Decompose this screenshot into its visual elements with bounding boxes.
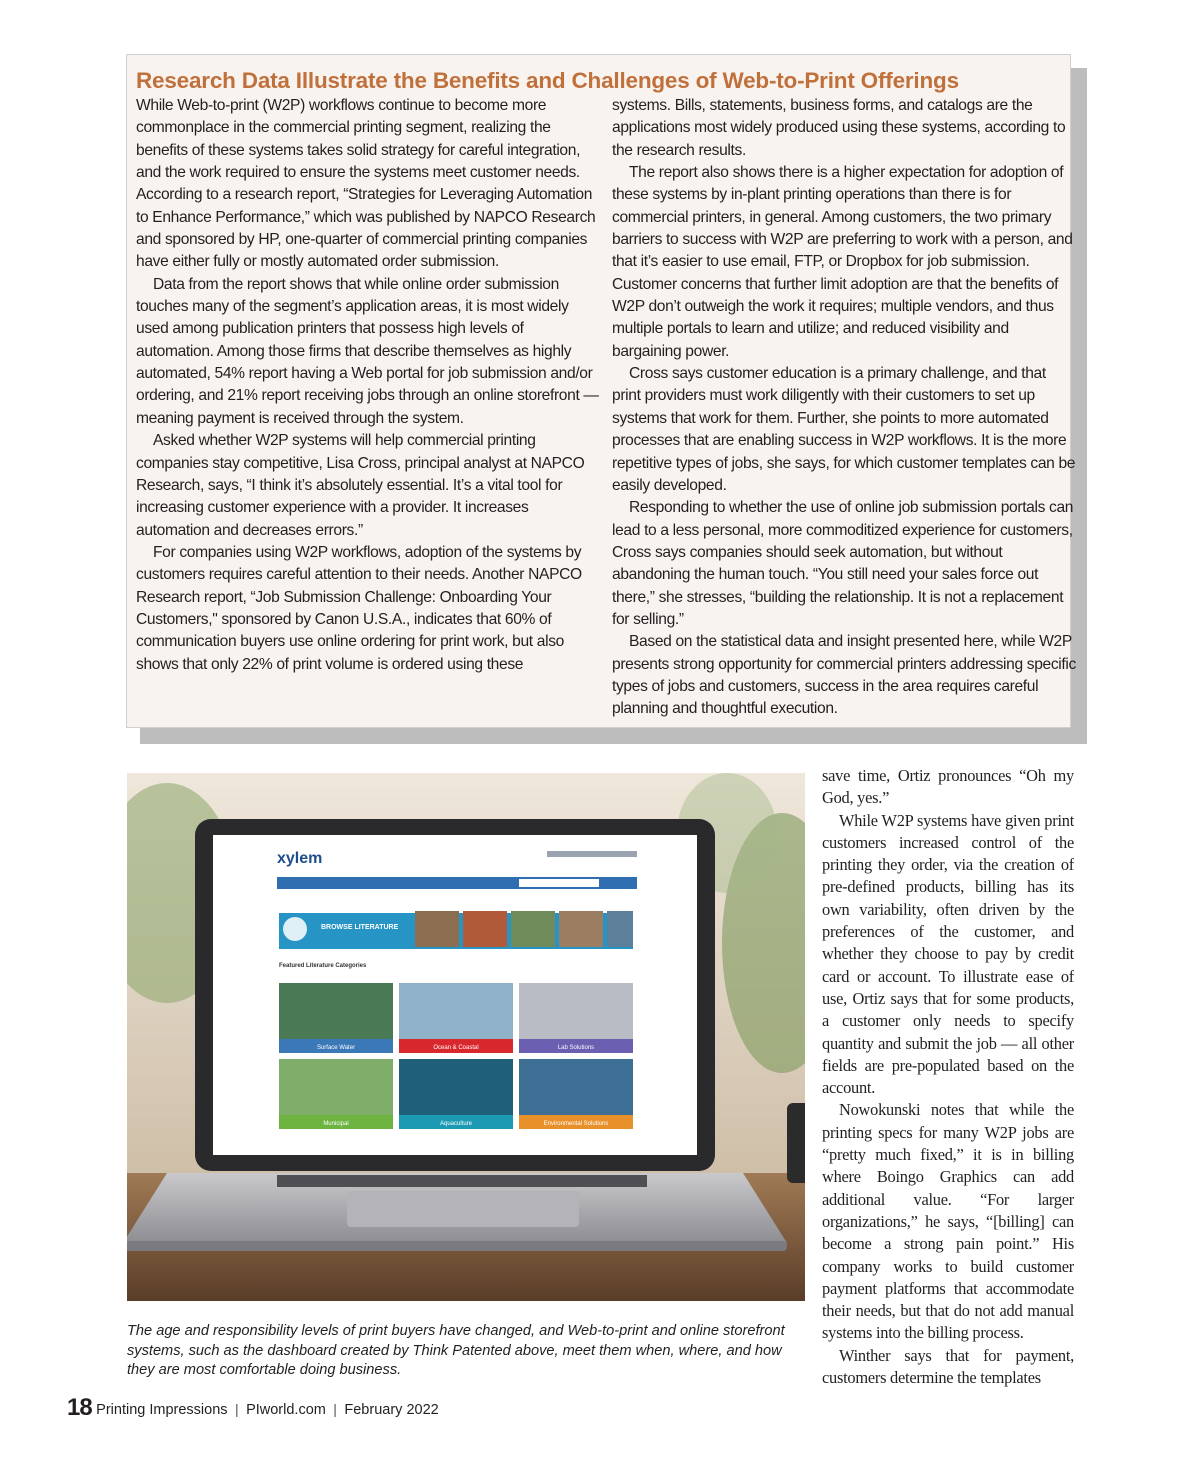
website-link[interactable]: PIworld.com (246, 1402, 326, 1418)
research-sidebar (126, 54, 1076, 728)
screen-tile (279, 1059, 393, 1129)
screen-tile (399, 1059, 513, 1129)
sidebar-paragraph: While Web-to-print (W2P) workflows continue to become more commonplace in the commercial printing segment, realizing the benefits of these systems takes solid strategy for careful integration, and the work required to ensure the systems meet customer needs. According to a research report, “Strategies for Leveraging Automation to Enhance Performance,” which was published by NAPCO Research and sponsored by HP, one-quarter of commercial printing companies have either fully or mostly automated order submission. (136, 97, 596, 271)
sidebar-paragraph: Data from the report shows that while online order submission touches many of the segment’s application areas, it is most widely used among publication printers that possess high levels of automation. Among those firms that describe themselves as highly automated, 54% report having a Web portal for job submission and/or ordering, and 21% report receiving jobs through an online storefront — meaning payment is received through the system. (136, 275, 599, 427)
sidebar-paragraph: For companies using W2P workflows, adoption of the systems by customers requires careful attention to their needs. Another NAPCO Research report, “Job Submission Challenge: Onboarding Your Customers," sponsored by Canon U.S.A., indicates that 60% of communication buyers use online ordering for print work, but also shows that only 22% of print volume is ordered using these (136, 543, 582, 673)
screen-tile (519, 983, 633, 1053)
sidebar-column-left (136, 95, 602, 719)
photo-caption: The age and responsibility levels of print buyers have changed, and Web-to-print and online storefront systems, such as the dashboard created by Think Patented above, meet them when, where, and how they are most comfortable doing business. (127, 1323, 785, 1378)
page-number: 18 (67, 1394, 92, 1421)
sidebar-paragraph: systems. Bills, statements, business forms, and catalogs are the applications most widely produced using these systems, according to the research results. (612, 97, 1066, 159)
footer-separator: | (333, 1401, 337, 1417)
tile-label: Aquaculture (439, 1121, 473, 1127)
sidebar-paragraph: Based on the statistical data and insight presented here, while W2P presents strong opportunity for commercial printers addressing specific types of jobs and customers, success in the area requires careful planning and thoughtful execution. (612, 633, 1076, 718)
article-paragraph: save time, Ortiz pronounces “Oh my God, yes.” (822, 766, 1074, 808)
footer-separator: | (234, 1401, 239, 1417)
sidebar-paragraph: Cross says customer education is a primary challenge, and that print providers must work diligently with their customers to set up systems that work for them. Further, she points to more automated processes that are enabling success in W2P workflows. It is the more repetitive types of jobs, she says, for which customer templates can be easily developed. (612, 365, 1076, 494)
tile-label: Surface Water (316, 1045, 356, 1051)
tile-label: Municipal (323, 1121, 349, 1127)
screen-tile (519, 1059, 633, 1129)
publication-name: Printing Impressions (96, 1402, 228, 1418)
laptop-photo (127, 773, 805, 1301)
screen-tile (279, 983, 393, 1053)
sidebar-paragraph: Responding to whether the use of online job submission portals can lead to a less personal, more commoditized experience for customers, Cross says companies should seek automation, but without abandoning the human touch. “You still need your sales force out there,” she stresses, “building the relationship. It is not a replacement for selling.” (612, 499, 1074, 628)
screen-banner: BROWSE LITERATURE (321, 924, 399, 931)
sidebar-paragraph: The report also shows there is a higher expectation for adoption of these systems by in-plant printing operations than there is for commercial printers, in general. Among customers, the two primary barriers to success with W2P are preferring to work with a person, and that it’s easier to use email, FTP, or Dropbox for job submission. Customer concerns that further limit adoption are that the benefits of W2P don’t outweigh the work it requires; multiple vendors, and thus multiple portals to learn and utilize; and reduced visibility and bargaining power. (612, 164, 1073, 360)
sidebar-column-right (612, 95, 1078, 719)
screen-section-heading: Featured Literature Categories (279, 963, 367, 969)
tile-label: Ocean & Coastal (433, 1045, 479, 1051)
screen-logo: xylem (277, 850, 323, 867)
page-footer (67, 1394, 439, 1422)
article-paragraph: Nowokunski notes that while the printing specs for many W2P jobs are “pretty much fixed,” it is in billing where Boingo Graphics can add additional value. “For larger organizations,” he says, “[billing] can become a strong pain point.” His company works to build customer payment platforms that accommodate their needs, but that do not add manual systems into the billing process. (822, 1100, 1074, 1343)
tile-label: Environmental Solutions (543, 1121, 609, 1127)
article-column-right (822, 765, 1074, 1395)
tile-label: Lab Solutions (557, 1045, 595, 1051)
laptop-illustration (127, 773, 805, 1301)
sidebar-title: Research Data Illustrate the Benefits and Challenges of Web-to-Print Offerings (136, 68, 959, 93)
screen-tile (399, 983, 513, 1053)
article-paragraph: Winther says that for payment, customers determine the templates (822, 1345, 1074, 1388)
sidebar-paragraph: Asked whether W2P systems will help commercial printing companies stay competitive, Lisa Cross, principal analyst at NAPCO Research, says, “I think it’s absolutely essential. It’s a vital tool for increasing customer experience with a provider. It increases automation and decreases errors.” (136, 432, 585, 539)
issue-date: February 2022 (344, 1402, 439, 1418)
article-paragraph: While W2P systems have given print customers increased control of the printing they order, via the creation of pre-defined products, billing has its own variability, often driven by the preferences of the customer, and whether they choose to pay by credit card or account. To illustrate ease of use, Ortiz says that for some products, a customer only needs to specify quantity and submit the job — all other fields are pre-populated based on the account. (822, 810, 1074, 1098)
